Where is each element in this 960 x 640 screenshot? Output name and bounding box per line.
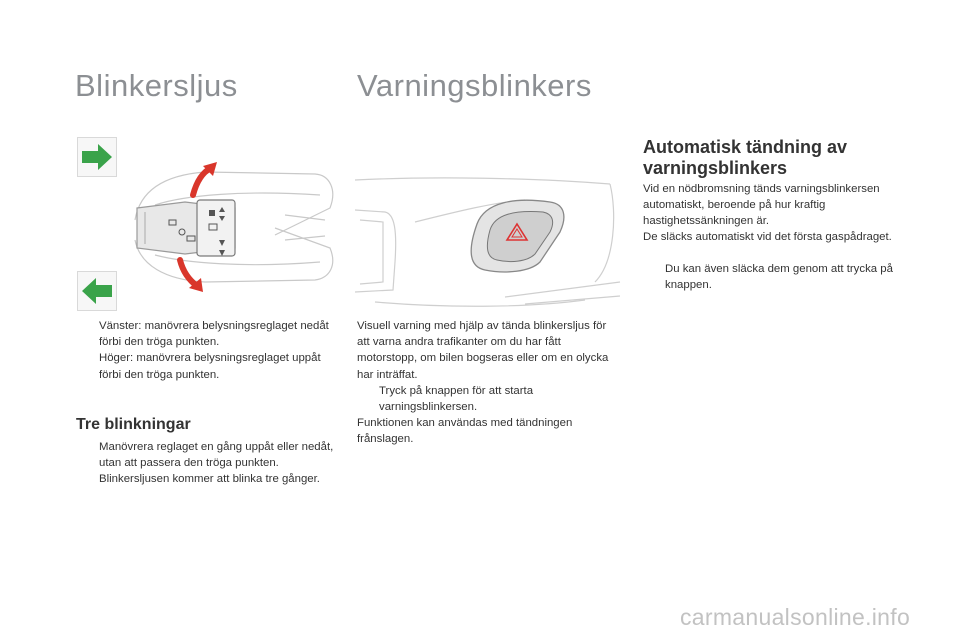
hazard-button-illustration [355,172,625,312]
auto-hazard-para-2: De släcks automatiskt vid det första gaspådraget. [643,231,892,243]
list-item: Tryck på knappen för att starta varningsblinkersen. [379,385,534,414]
auto-hazard-heading: Automatisk tändning av varningsblinkers [643,137,848,178]
list-item: Vänster: manövrera belysningsreglaget nedåt förbi den tröga punkten. [99,320,329,349]
hazard-footer-text: Funktionen kan användas med tändningen frånslagen. [357,417,573,446]
left-sub-bullet-list [77,439,337,488]
subheading-tre-blinkningar: Tre blinkningar [76,416,191,433]
left-arrow-icon-box [77,271,117,311]
list-item: Höger: manövrera belysningsreglaget uppåt förbi den tröga punkten. [99,352,321,381]
watermark: carmanualsonline.info [680,604,911,630]
list-item: Du kan även släcka dem genom att trycka på knappen. [665,263,893,292]
auto-hazard-para-1: Vid en nödbromsning tänds varningsblinkersen automatiskt, beroende på hur kraftig hastighetssänkningen är. [643,183,880,228]
hazard-intro-text: Visuell varning med hjälp av tända blinkersljus för att varna andra trafikanter om du har fått motorstopp, om bilen bogseras eller om en olycka har inträffat. [357,320,609,381]
right-bullet-list [643,261,905,293]
left-bullet-list [77,318,332,383]
section-title-varningsblinkers: Varningsblinkers [357,68,592,103]
list-item: Manövrera reglaget en gång uppåt eller nedåt, utan att passera den tröga punkten. Blinkersljusen kommer att blinka tre gånger. [99,441,334,486]
middle-bullet-list [357,383,619,415]
light-stalk-illustration [125,160,340,295]
right-arrow-icon-box [77,137,117,177]
section-title-blinkersljus: Blinkersljus [75,68,238,103]
left-arrow-icon [78,272,116,310]
right-arrow-icon [78,138,116,176]
